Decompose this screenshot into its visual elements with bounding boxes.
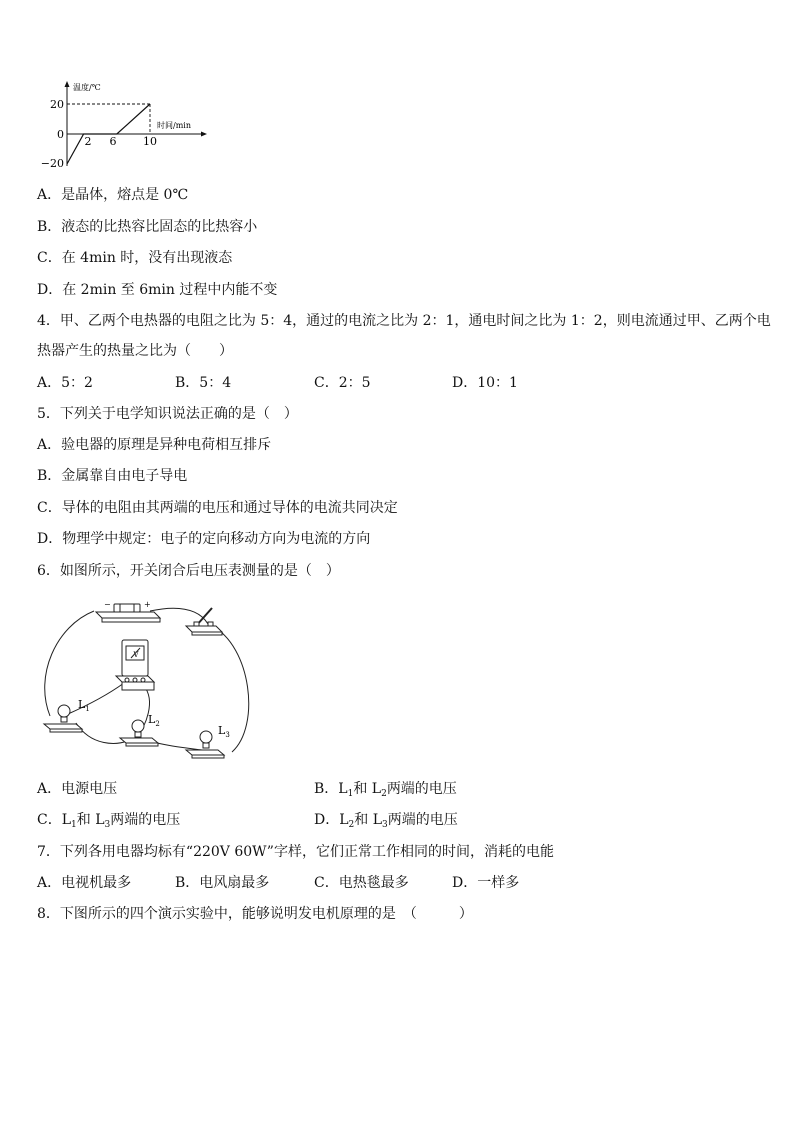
y-tick-neg20: −20 — [40, 157, 64, 170]
q4-option-b: B．5：4 — [175, 375, 232, 391]
bulb-l2-label: $L_2$ — [148, 713, 160, 728]
q8-stem: 8．下图所示的四个演示实验中，能够说明发电机原理的是 （ ） — [37, 906, 473, 922]
bulb-l1-label: $L_1$ — [78, 698, 90, 713]
q7-option-b: B．电风扇最多 — [175, 875, 270, 891]
x-axis-label: 时间/min — [157, 121, 191, 130]
q6-option-d: D．$L_2$和 $L_3$两端的电压 — [314, 812, 458, 830]
q4-stem-line2: 热器产生的热量之比为（ ） — [37, 343, 233, 359]
y-axis-arrow — [65, 81, 70, 87]
battery-minus-label: − — [104, 600, 111, 609]
q4-option-c: C．2：5 — [314, 375, 371, 391]
temperature-time-graph — [36, 78, 216, 170]
circuit-figure — [36, 596, 260, 764]
q7-stem: 7．下列各用电器均标有“220V 60W”字样，它们正常工作相同的时间，消耗的电能 — [37, 844, 554, 860]
q4-option-a: A．5：2 — [37, 375, 93, 391]
y-axis-label: 温度/℃ — [73, 83, 101, 92]
bulb-l3-label: $L_3$ — [218, 724, 230, 739]
y-tick-0: 0 — [57, 128, 64, 141]
q7-option-c: C．电热毯最多 — [314, 875, 409, 891]
q4-stem-line1: 4．甲、乙两个电热器的电阻之比为 5：4，通过的电流之比为 2：1，通电时间之比为 1：2，则电流通过甲、乙两个电 — [37, 313, 771, 329]
q7-option-d: D．一样多 — [452, 875, 520, 891]
x-tick-2: 2 — [84, 135, 92, 148]
q3-option-b: B．液态的比热容比固态的比热容小 — [37, 219, 258, 235]
q5-stem: 5．下列关于电学知识说法正确的是（ ） — [37, 406, 298, 422]
q5-option-a: A．验电器的原理是异种电荷相互排斥 — [37, 437, 272, 453]
q3-option-c: C．在 4min 时，没有出现液态 — [37, 250, 233, 266]
x-tick-6: 6 — [109, 135, 117, 148]
q6-option-c: C．$L_1$和 $L_3$两端的电压 — [37, 812, 181, 830]
x-tick-10: 10 — [143, 135, 157, 148]
x-axis-arrow — [201, 132, 207, 137]
q6-option-b: B．$L_1$和 $L_2$两端的电压 — [314, 781, 457, 799]
q5-option-c: C．导体的电阻由其两端的电压和通过导体的电流共同决定 — [37, 500, 398, 516]
bulb-l1 — [44, 705, 82, 732]
y-tick-20: 20 — [50, 98, 64, 111]
switch — [186, 608, 222, 635]
q3-option-d: D．在 2min 至 6min 过程中内能不变 — [37, 282, 278, 298]
q5-option-b: B．金属靠自由电子导电 — [37, 468, 188, 484]
battery-plus-label: + — [144, 600, 151, 609]
q4-option-d: D．10：1 — [452, 375, 518, 391]
voltmeter — [116, 640, 154, 690]
q6-stem: 6．如图所示，开关闭合后电压表测量的是（ ） — [37, 563, 340, 579]
q3-option-a: A．是晶体，熔点是 0℃ — [37, 187, 189, 203]
q7-option-a: A．电视机最多 — [37, 875, 132, 891]
q5-option-d: D．物理学中规定：电子的定向移动方向为电流的方向 — [37, 531, 371, 547]
voltmeter-label: V — [133, 651, 139, 659]
q6-option-a: A．电源电压 — [37, 781, 118, 797]
